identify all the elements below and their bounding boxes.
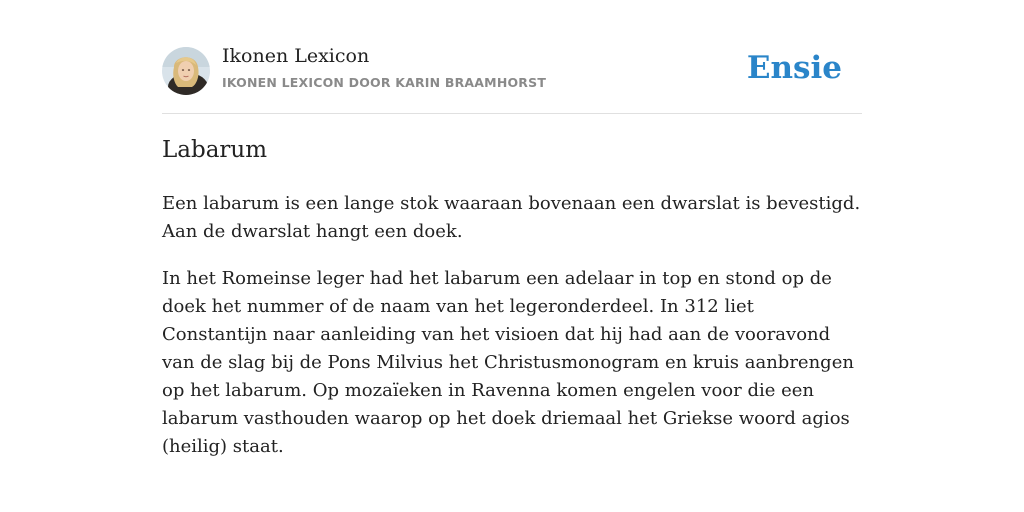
avatar-portrait-icon (162, 47, 210, 95)
article-container (162, 0, 862, 457)
site-subtitle[interactable]: IKONEN LEXICON DOOR KARIN BRAAMHORST (222, 75, 547, 90)
paragraph: Een labarum is een lange stok waaraan bovenaan een dwarslat is bevestigd. Aan de dwarslat hangt een doek. (162, 193, 861, 242)
author-avatar[interactable] (162, 47, 210, 95)
article-title: Labarum (162, 137, 268, 163)
site-title[interactable]: Ikonen Lexicon (222, 45, 370, 67)
brand-logo-link[interactable]: Ensie (746, 50, 842, 86)
article-body (162, 190, 862, 480)
paragraph: In het Romeinse leger had het labarum een adelaar in top en stond op de doek het nummer of de naam van het legeronderdeel. In 312 liet Constantijn naar aanleiding van het visioen dat hij had aan de vooravond van de slag bij de Pons Milvius het Christusmonogram en kruis aanbrengen op het labarum. Op mozaïeken in Ravenna komen engelen voor die een labarum vasthouden waarop op het doek driemaal het Griekse woord agios (heilig) staat. (162, 268, 854, 457)
site-header (162, 0, 862, 114)
